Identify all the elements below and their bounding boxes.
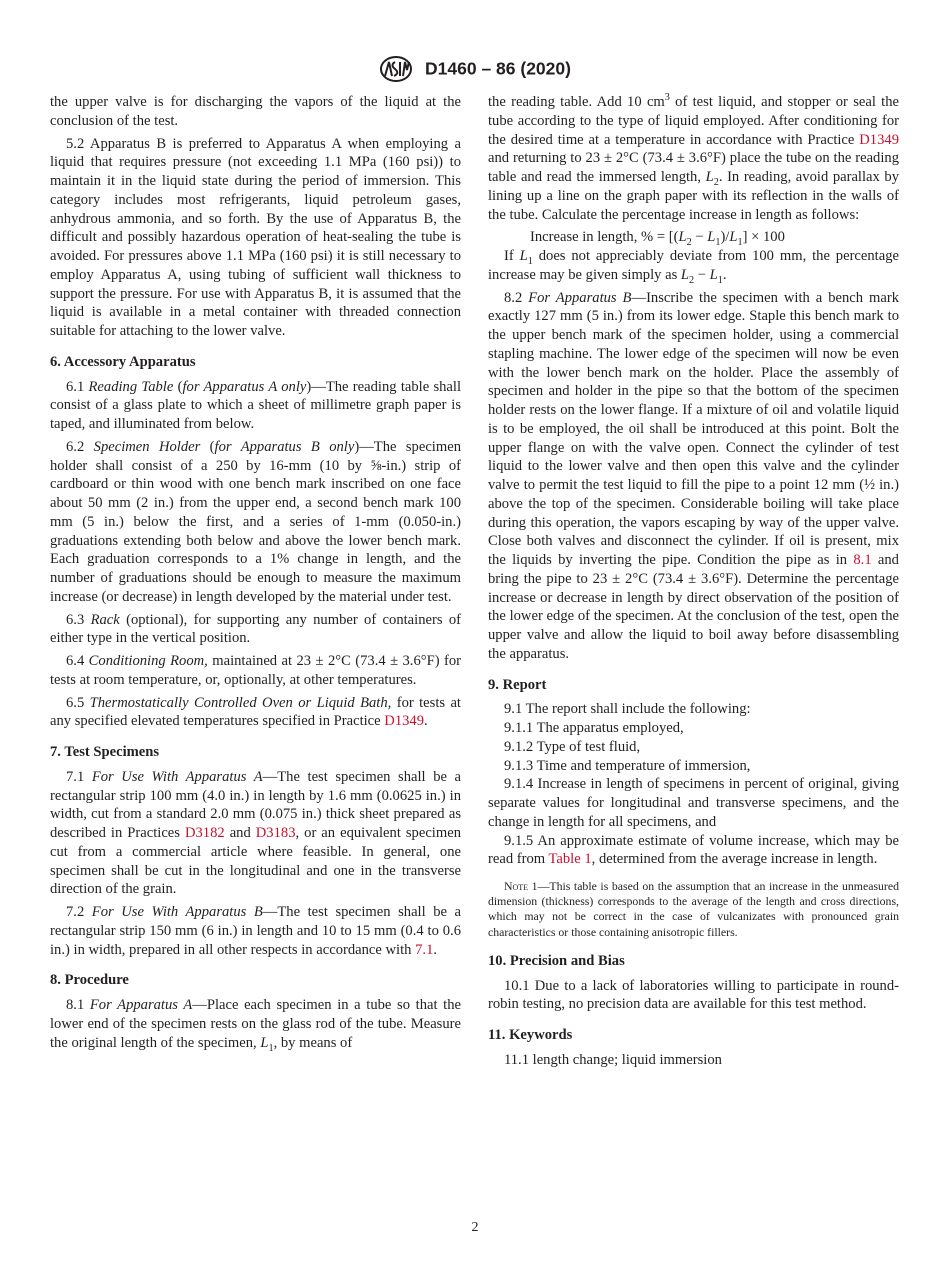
paragraph [50, 438, 461, 607]
text-run: ( [173, 378, 183, 395]
text-run: L [707, 229, 716, 246]
text-run: 2 [713, 176, 719, 188]
reference-link[interactable]: Table 1 [548, 851, 592, 868]
text-run: L [678, 229, 687, 246]
text-run: —The test specimen shall be a rectangular strip 150 mm (6 in.) in length and 10 to 15 mm (0.4 to 0.6 in.) in width, prepared in all other respects in accordance with [50, 904, 462, 958]
section-heading [50, 743, 461, 762]
text-run: 10. Precision and Bias [488, 952, 625, 969]
text-run: )—The reading table shall consist of a glass plate to which a sheet of millimetre graph paper is taped, and illuminated from below. [50, 378, 462, 432]
text-run: 1 [268, 1042, 274, 1054]
text-run: of test liquid, and stopper or seal the tube according to the type of liquid employed. After conditioning for the desired time at a temperature in accordance with Practice [488, 94, 899, 148]
text-run: . [424, 713, 428, 730]
text-run: L [709, 266, 718, 283]
note-label: Note 1 [504, 879, 538, 893]
paragraph [488, 738, 899, 757]
section-heading [488, 1026, 899, 1045]
text-run: 9.1.3 Time and temperature of immersion, [504, 757, 751, 774]
text-run: —The test specimen shall be a rectangular strip 100 mm (4.0 in.) in length by 1.6 mm (0.0625 in.) in width, cut from a standard 2.0 mm (0.075 in.) thick sheet prepared as described in Practices [50, 768, 462, 841]
paragraph [50, 652, 461, 690]
text-run: 9.1.4 Increase in length of specimens in percent of original, giving separate values for longitudinal and transverse specimens, and the change in length for all specimens, and [488, 776, 899, 830]
text-run: 7. Test Specimens [50, 744, 160, 760]
text-run: ( [200, 438, 215, 455]
text-run: and [224, 825, 256, 841]
text-run: Reading Table [88, 378, 174, 395]
text-run: 9. Report [488, 676, 547, 693]
text-run: 7.2 [66, 904, 92, 920]
text-run: , by means of [273, 1034, 353, 1051]
text-run: 1 [715, 237, 721, 249]
reference-link[interactable]: D3182 [184, 825, 225, 841]
text-run: the upper valve is for discharging the vapors of the liquid at the conclusion of the test. [50, 94, 461, 129]
text-run: Conditioning Room, [88, 653, 208, 669]
text-run: − [691, 229, 708, 246]
text-run: and bring the pipe to 23 ± 2°C (73.4 ± 3.6°F). Determine the percentage increase or decrease in length by direct observation of the position of the lower edge of the specimen. At the conclusion of the test, open the upper valve and allow the liquid to boil away before disassembling the apparatus. [488, 552, 899, 662]
text-run: . In reading, avoid parallax by lining up a line on the graph paper with its reflection in the walls of the tube. Calculate the percentage increase in length as follows: [488, 169, 900, 223]
text-run: 3 [664, 92, 670, 104]
text-run: If [504, 248, 520, 264]
reference-link[interactable]: D3183 [255, 825, 296, 841]
text-run: the reading table. Add 10 cm [488, 94, 665, 110]
text-run: 11. Keywords [488, 1027, 573, 1044]
text-run: Thermostatically Controlled Oven or Liquid Bath, [89, 694, 392, 711]
text-run: 1 [527, 255, 533, 267]
text-run: , or an equivalent specimen cut from a commercial article where feasible. In general, one specimen shall be cut in the longitudinal and one in the transverse direction of the grain. [50, 825, 461, 898]
text-run: . [433, 941, 438, 958]
text-run: for tests at any specified elevated temperatures specified in Practice [50, 694, 461, 730]
paragraph [50, 93, 461, 131]
page-number: 2 [471, 1220, 479, 1235]
formula [488, 228, 899, 247]
paragraph [50, 996, 461, 1052]
text-run: L [729, 229, 738, 246]
text-run: Increase in length, % = [( [530, 229, 679, 246]
astm-logo-icon [379, 56, 413, 82]
text-run: L [519, 248, 528, 264]
paragraph [50, 768, 461, 899]
reference-link[interactable]: 7.1 [415, 941, 434, 958]
text-run: 5.2 Apparatus B is preferred to Apparatus A when employing a liquid that requires pressure (not exceeding 1.1 MPa (160 psi)) to maintain it in the liquid state during the period of immersion. This category includes most refrigerants, liquid petroleum gases, anhydrous ammonia, and so forth. By the use of Apparatus B, the difficult and possibly hazardous operation of heat-sealing the tube is avoided. For pressures above 1.1 MPa (160 psi) it is still necessary to employ Apparatus A, using tubing of sufficient wall thickness to support the pressure. For use with Apparatus B, it is assumed that the liquid is available in a metal container with threaded connection suitable for attaching to the lower valve. [50, 135, 461, 339]
left-column [50, 93, 461, 1056]
text-run: L [705, 169, 714, 185]
paragraph [488, 719, 899, 738]
section-heading [50, 353, 461, 372]
paragraph [488, 775, 899, 831]
text-run: 6.1 [66, 378, 89, 395]
text-run: 6. Accessory Apparatus [50, 353, 196, 370]
text-run: 9.1.5 An approximate estimate of volume increase, which may be read from [488, 832, 899, 868]
section-heading [50, 971, 461, 990]
text-run: 2 [689, 274, 695, 286]
text-run: —This table is based on the assumption that an increase in the unmeasured dimension (thickness) corresponds to the average of the length and cross directions, which may not be correct in the case of vulcanizates with pronounced grain characteristics or those containing anisotropic fillers. [488, 879, 899, 939]
paragraph [50, 611, 461, 649]
reference-link[interactable]: D1349 [859, 131, 899, 148]
text-run: For Apparatus B [528, 289, 632, 306]
text-run: 7.1 [66, 768, 92, 785]
paragraph [50, 903, 461, 959]
reference-link[interactable]: 8.1 [853, 552, 872, 568]
text-run: 6.2 [66, 438, 94, 455]
text-run: 8.1 [66, 997, 90, 1013]
standard-designation: D1460 – 86 (2020) [425, 58, 571, 79]
paragraph [50, 378, 461, 434]
text-run: , determined from the average increase in length. [591, 851, 878, 868]
text-run: 1 [737, 237, 743, 249]
text-run: (optional), for supporting any number of containers of either type in the vertical position. [50, 611, 462, 647]
text-run: and returning to 23 ± 2°C (73.4 ± 3.6°F) place the tube on the reading table and read the immersed length, [488, 150, 899, 185]
text-run: 10.1 Due to a lack of laboratories willing to participate in round-robin testing, no precision data are available for this test method. [488, 977, 899, 1013]
text-run: ] × 100 [742, 229, 785, 246]
text-run: —Place each specimen in a tube so that the lower end of the specimen rests on the glass rod of the tube. Measure the original length of the specimen, [50, 997, 462, 1051]
text-run: Rack [90, 611, 120, 628]
text-run: )—The specimen holder shall consist of a 250 by 16-mm (10 by ⅝-in.) strip of cardboard or thin wood with one bench mark inscribed on one face about 50 mm (2 in.) from the upper end, a second bench mark 100 mm (5 in.) below the first, and a series of 1-mm (0.050-in.) graduations extending both below and above the lower bench mark. Each graduation corresponds to a 1% change in length, and the number of graduations should be enough to measure the maximum increase (or decrease) in length developed by the material under test. [50, 438, 461, 605]
text-run: L [260, 1034, 269, 1051]
section-heading [488, 952, 899, 971]
text-run: − [694, 266, 710, 283]
paragraph [50, 694, 461, 732]
note [488, 879, 899, 940]
right-column [488, 93, 899, 1074]
text-run: 9.1 The report shall include the following: [504, 701, 751, 718]
paragraph [488, 247, 899, 285]
paragraph [50, 135, 461, 341]
page-header [0, 56, 950, 82]
text-run: . [722, 266, 727, 283]
paragraph [488, 93, 899, 224]
paragraph [488, 977, 899, 1015]
text-run: —Inscribe the specimen with a bench mark exactly 127 mm (5 in.) from its lower edge. Staple this bench mark to the upper bench mark of the specimen holder, using a commercial stapling machine. The lower edge of the specimen will now be even with the lower bench mark on the holder. Place the assembly of specimen and holder in the pipe so that the bottom of the specimen holder rests on the lower flange. If a mixture of oil and volatile liquid is to be employed, the oil shall be introduced at this point. Bolt the upper flange on with the valve open. Connect the cylinder of test liquid to the lower valve and then open this valve and the cylinder valve to permit the test liquid to fill the pipe to a point 12 mm (½ in.) above the top of the specimen. Considerable boiling will take place during this operation, the vapors escaping by way of the upper valve. Close both valves and disconnect the cylinder. If oil is present, mix the liquids by inverting the pipe. Condition the pipe as in [488, 289, 899, 568]
text-run: Specimen Holder [93, 438, 201, 455]
text-run: For Use With Apparatus A [91, 768, 263, 785]
text-run: 8.2 [504, 289, 529, 306]
text-run: 11.1 length change; liquid immersion [504, 1051, 722, 1068]
text-run: 8. Procedure [50, 972, 129, 989]
text-run: 6.4 [66, 653, 89, 669]
paragraph [488, 832, 899, 870]
text-run: 1 [717, 274, 723, 286]
text-run: maintained at 23 ± 2°C (73.4 ± 3.6°F) for tests at room temperature, or, optionally, at other temperatures. [50, 653, 462, 688]
paragraph [488, 757, 899, 776]
reference-link[interactable]: D1349 [384, 713, 425, 730]
paragraph [488, 289, 899, 664]
text-run: )/ [720, 229, 730, 246]
text-run: does not appreciably deviate from 100 mm, the percentage increase may be given simply as [488, 248, 899, 283]
section-heading [488, 676, 899, 695]
text-run: 2 [686, 237, 692, 249]
text-run: 6.3 [66, 611, 91, 628]
text-run: For Apparatus A [89, 997, 193, 1013]
paragraph [488, 1051, 899, 1070]
text-run: For Use With Apparatus B [91, 904, 263, 920]
text-run: 9.1.2 Type of test fluid, [504, 738, 641, 755]
text-run: for Apparatus B only [214, 438, 355, 455]
paragraph [488, 700, 899, 719]
text-run: for Apparatus A only [182, 378, 307, 395]
text-run: L [680, 266, 690, 283]
text-run: 6.5 [66, 694, 90, 711]
text-run: 9.1.1 The apparatus employed, [504, 720, 684, 736]
